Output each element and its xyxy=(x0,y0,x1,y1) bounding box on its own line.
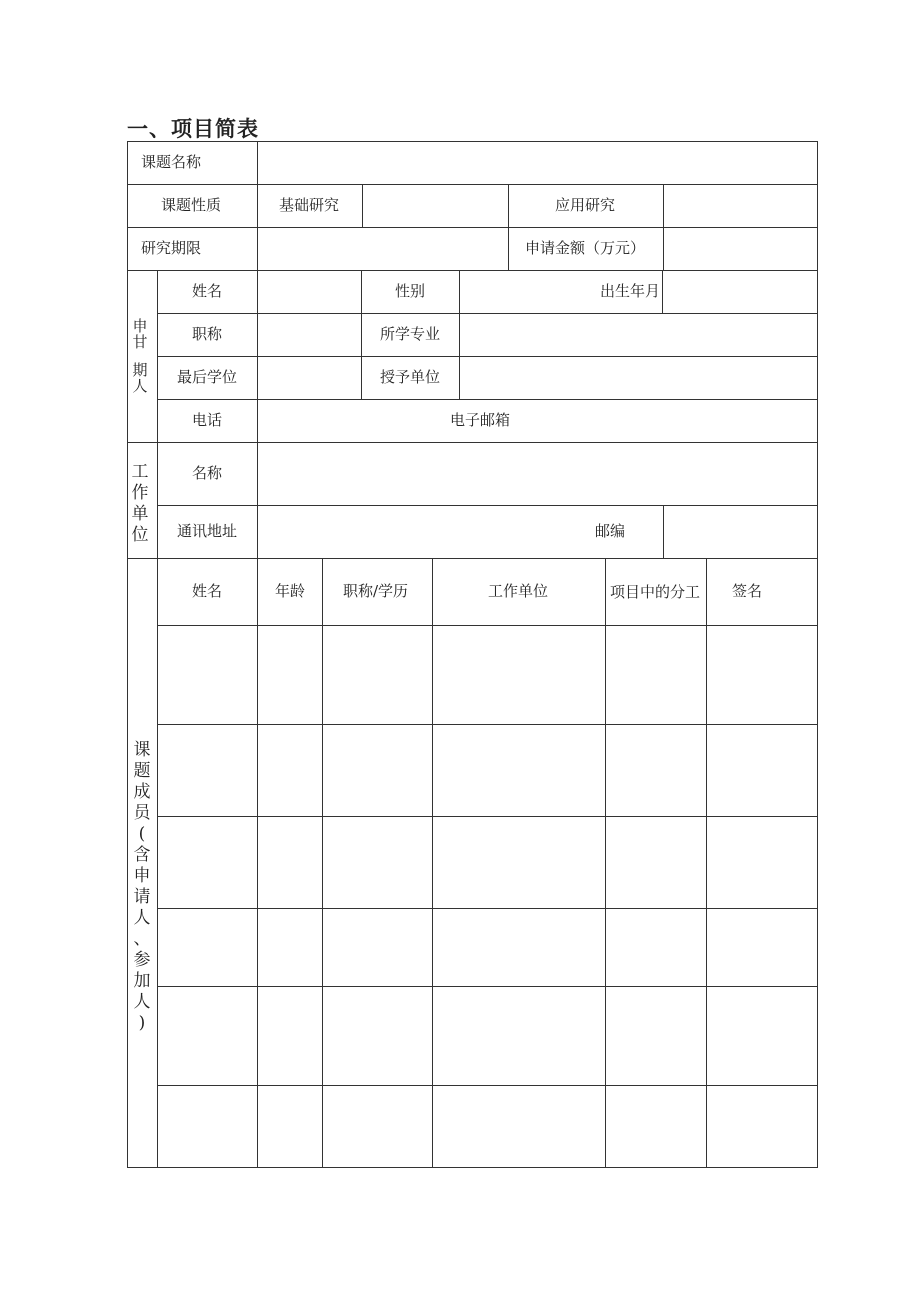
member-header-age: 年龄 xyxy=(275,582,306,600)
applicant-group-label xyxy=(130,318,150,394)
col-divider xyxy=(663,505,664,558)
vertical-char: ) xyxy=(138,1013,146,1033)
col-divider xyxy=(605,558,606,1168)
granting-unit-label: 授予单位 xyxy=(380,368,441,386)
vertical-char: 单 xyxy=(131,504,149,524)
row-divider xyxy=(157,505,817,506)
col-divider xyxy=(459,270,460,399)
form-border-bottom xyxy=(127,1167,818,1168)
member-header-title: 职称/学历 xyxy=(343,582,409,600)
row-divider xyxy=(157,816,817,817)
row-divider xyxy=(157,356,817,357)
vertical-char: 申 xyxy=(132,317,148,335)
address-label: 通讯地址 xyxy=(177,522,238,540)
topic-name-label: 课题名称 xyxy=(141,153,202,171)
col-divider xyxy=(362,184,363,227)
col-divider xyxy=(662,270,663,313)
title-label: 职称 xyxy=(192,325,223,343)
row-divider xyxy=(157,399,817,400)
col-divider xyxy=(663,184,664,270)
major-label: 所学专业 xyxy=(380,325,441,343)
row-divider xyxy=(157,908,817,909)
form-border-top xyxy=(127,141,817,142)
unit-name-label: 名称 xyxy=(192,464,223,482)
work-unit-group-label xyxy=(130,462,150,546)
member-header-name: 姓名 xyxy=(192,582,223,600)
vertical-char: 成 xyxy=(133,782,151,802)
row-divider xyxy=(127,442,817,443)
form-border-left xyxy=(127,141,128,1168)
vertical-char: 人 xyxy=(133,992,151,1012)
vertical-char: 课 xyxy=(133,740,151,760)
row-divider xyxy=(127,270,817,271)
vertical-char: 位 xyxy=(131,525,149,545)
vertical-char: 人 xyxy=(133,908,151,928)
row-divider xyxy=(157,313,817,314)
postcode-label: 邮编 xyxy=(595,522,626,540)
vertical-char: 员 xyxy=(133,803,151,823)
vertical-char: 甘 xyxy=(132,333,148,351)
row-divider xyxy=(127,227,817,228)
member-header-signature: 签名 xyxy=(732,582,763,600)
vertical-char: 期 xyxy=(132,361,148,379)
members-group-label xyxy=(132,740,152,1034)
vertical-char: 请 xyxy=(133,887,151,907)
vertical-char: 作 xyxy=(131,483,149,503)
gender-label: 性别 xyxy=(395,282,426,300)
vertical-char: 、 xyxy=(133,929,151,949)
member-header-unit: 工作单位 xyxy=(488,582,549,600)
page-title: 一、项目简表 xyxy=(127,117,259,141)
vertical-char: 含 xyxy=(133,845,151,865)
row-divider xyxy=(157,625,817,626)
row-divider xyxy=(157,986,817,987)
col-divider xyxy=(432,558,433,1168)
col-divider xyxy=(157,270,158,1168)
research-period-label: 研究期限 xyxy=(141,239,202,257)
form-border-right xyxy=(817,141,818,1168)
email-label: 电子邮箱 xyxy=(450,411,511,429)
col-divider xyxy=(257,141,258,1168)
row-divider xyxy=(157,1085,817,1086)
basic-research-label: 基础研究 xyxy=(279,196,340,214)
col-divider xyxy=(322,558,323,1168)
col-divider xyxy=(361,270,362,399)
applicant-name-label: 姓名 xyxy=(192,282,223,300)
col-divider xyxy=(706,558,707,1168)
topic-nature-label: 课题性质 xyxy=(161,196,222,214)
row-divider xyxy=(127,184,817,185)
vertical-char: 题 xyxy=(133,761,151,781)
phone-label: 电话 xyxy=(192,411,223,429)
birth-date-label: 出生年月 xyxy=(600,282,661,300)
vertical-char: 加 xyxy=(133,971,151,991)
vertical-char: 人 xyxy=(132,377,148,395)
row-divider xyxy=(127,558,817,559)
degree-label: 最后学位 xyxy=(177,368,238,386)
vertical-char: 参 xyxy=(133,950,151,970)
requested-amount-label: 申请金额（万元） xyxy=(525,239,646,257)
vertical-char: ( xyxy=(138,824,146,844)
col-divider xyxy=(508,184,509,270)
vertical-char: 申 xyxy=(133,866,151,886)
member-header-role: 项目中的分工 xyxy=(610,583,701,601)
applied-research-label: 应用研究 xyxy=(555,196,616,214)
vertical-char: 工 xyxy=(131,462,149,482)
row-divider xyxy=(157,724,817,725)
